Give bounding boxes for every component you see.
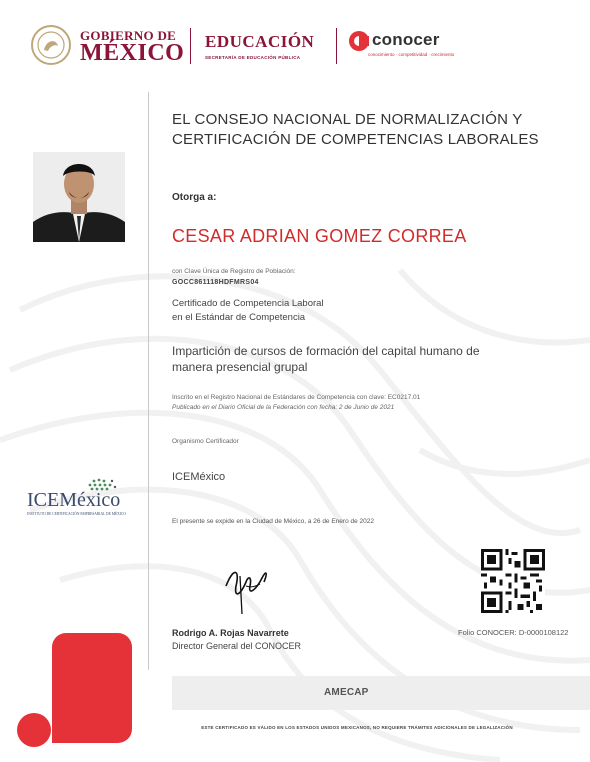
amecap-logo: AMECAP — [324, 687, 369, 698]
certifier-label: Organismo Certificador — [172, 438, 239, 445]
qr-code-icon[interactable] — [481, 549, 545, 613]
standard-name-line2: manera presencial grupal — [172, 360, 308, 374]
curp-label: con Clave Única de Registro de Población: — [172, 268, 296, 275]
issue-place-date: El presente se expide en la Ciudad de México, a 26 de Enero de 2022 — [172, 518, 374, 525]
signer-title: Director General del CONOCER — [172, 641, 302, 651]
signature-image — [218, 556, 278, 616]
holder-name: CESAR ADRIAN GOMEZ CORREA — [172, 226, 467, 246]
header-divider — [336, 28, 337, 64]
vertical-divider — [148, 92, 149, 670]
educacion-sublabel: SECRETARÍA DE EDUCACIÓN PÚBLICA — [205, 55, 301, 60]
folio-number: Folio CONOCER: D-0000108122 — [458, 628, 569, 637]
signer-name: Rodrigo A. Rojas Navarrete — [172, 628, 289, 638]
legal-notice: ESTE CERTIFICADO ES VÁLIDO EN LOS ESTADOS UNIDOS MEXICANOS, NO REQUIERE TRÁMITES ADICIONALES DE LEGALIZACIÓN — [201, 725, 513, 730]
conocer-label: conocer — [372, 30, 440, 49]
icem-logo-graphic — [26, 477, 126, 523]
conocer-logo-icon — [348, 30, 370, 52]
decorative-red-shape — [52, 633, 132, 743]
issuer-title: EL CONSEJO NACIONAL DE NORMALIZACIÓN Y CERTIFICACIÓN DE COMPETENCIAS LABORALES — [172, 111, 539, 148]
publication-line: Publicado en el Diario Oficial de la Federación con fecha: 2 de Junio de 2021 — [172, 404, 395, 411]
certificate-type-line2: en el Estándar de Competencia — [172, 312, 306, 323]
certificate-type-line1: Certificado de Competencia Laboral — [172, 298, 324, 309]
holder-photo — [33, 152, 125, 242]
educacion-label: EDUCACIÓN — [205, 32, 315, 51]
gobierno-label: GOBIERNO DE — [80, 28, 177, 43]
decorative-red-dot — [17, 713, 51, 747]
header — [30, 22, 570, 72]
curp-value: GOCC861118HDFMRS04 — [172, 279, 259, 286]
certifier-name: ICEMéxico — [172, 471, 226, 483]
icem-logo — [26, 477, 126, 523]
registry-line: Inscrito en el Registro Nacional de Estándares de Competencia con clave: EC0217.01 — [172, 394, 421, 401]
mexico-label: MÉXICO — [80, 40, 185, 66]
standard-name-line1: Impartición de cursos de formación del capital humano de — [172, 344, 480, 358]
otorga-label: Otorga a: — [172, 192, 217, 203]
icem-logo-text: ICEMéxico — [27, 489, 121, 511]
national-seal-icon — [30, 24, 72, 66]
header-divider — [190, 28, 191, 64]
conocer-tagline: conocimiento · competitividad · crecimiento — [368, 52, 455, 57]
icem-logo-subtext: INSTITUTO DE CERTIFICACIÓN EMPRESARIAL DE MÉXICO — [27, 512, 126, 516]
footer-band — [172, 676, 590, 710]
